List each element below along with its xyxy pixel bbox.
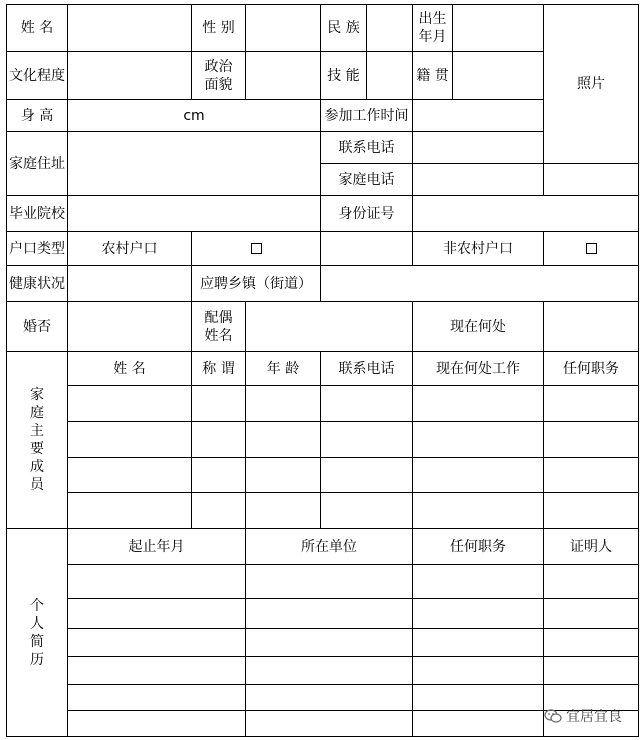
family-cell-phone[interactable] <box>321 458 413 493</box>
family-cell-workplace[interactable] <box>413 458 544 493</box>
family-cell-age[interactable] <box>246 386 321 422</box>
family-cell-name[interactable] <box>68 458 192 493</box>
family-cell-phone[interactable] <box>321 493 413 529</box>
current-location-label: 现在何处 <box>413 302 544 352</box>
work-start-field[interactable] <box>413 100 544 132</box>
spouse-label: 配偶 姓名 <box>192 302 246 352</box>
resume-row <box>7 565 639 599</box>
resume-cell-period[interactable] <box>68 565 246 599</box>
phone-label: 联系电话 <box>321 132 413 164</box>
phone-field[interactable] <box>413 132 544 164</box>
watermark <box>544 706 622 726</box>
photo-box[interactable] <box>544 5 639 164</box>
height-label: 身 高 <box>7 100 68 132</box>
family-cell-position[interactable] <box>544 458 639 493</box>
resume-header-period: 起止年月 <box>68 529 246 565</box>
family-row <box>7 422 639 458</box>
marriage-label: 婚否 <box>7 302 68 352</box>
political-field[interactable] <box>246 52 321 100</box>
family-row <box>7 386 639 422</box>
wechat-icon <box>544 709 562 723</box>
family-header-name: 姓 名 <box>68 352 192 386</box>
registration-form <box>6 4 639 737</box>
nonrural-option: 非农村户口 <box>413 232 544 266</box>
rural-checkbox-cell[interactable] <box>192 232 321 266</box>
rural-checkbox[interactable] <box>251 243 262 254</box>
resume-cell-position[interactable] <box>413 629 544 657</box>
family-cell-workplace[interactable] <box>413 386 544 422</box>
political-label: 政治 面貌 <box>192 52 246 100</box>
family-cell-phone[interactable] <box>321 422 413 458</box>
resume-cell-period[interactable] <box>68 657 246 685</box>
resume-row <box>7 599 639 629</box>
skill-field[interactable] <box>367 52 413 100</box>
birth-label: 出生 年月 <box>413 5 453 52</box>
resume-cell-period[interactable] <box>68 711 246 737</box>
gender-label: 性 别 <box>192 5 246 52</box>
spouse-field[interactable] <box>246 302 413 352</box>
family-cell-relation[interactable] <box>192 422 246 458</box>
nonrural-checkbox[interactable] <box>586 243 597 254</box>
health-label: 健康状况 <box>7 266 68 302</box>
id-field[interactable] <box>413 196 639 232</box>
resume-header-witness: 证明人 <box>544 529 639 565</box>
town-field[interactable] <box>321 266 639 302</box>
family-cell-position[interactable] <box>544 386 639 422</box>
family-cell-position[interactable] <box>544 493 639 529</box>
resume-cell-period[interactable] <box>68 629 246 657</box>
family-cell-age[interactable] <box>246 458 321 493</box>
family-cell-phone[interactable] <box>321 386 413 422</box>
skill-label: 技 能 <box>321 52 367 100</box>
family-cell-age[interactable] <box>246 493 321 529</box>
family-cell-position[interactable] <box>544 422 639 458</box>
rural-option: 农村户口 <box>68 232 192 266</box>
family-header-relation: 称 谓 <box>192 352 246 386</box>
family-row <box>7 458 639 493</box>
family-cell-relation[interactable] <box>192 458 246 493</box>
resume-cell-unit[interactable] <box>246 711 413 737</box>
family-cell-age[interactable] <box>246 422 321 458</box>
hukou-spacer <box>321 232 413 266</box>
family-cell-relation[interactable] <box>192 493 246 529</box>
name-label: 姓 名 <box>7 5 68 52</box>
height-unit: cm <box>183 107 205 124</box>
address-label: 家庭住址 <box>7 132 68 196</box>
family-cell-workplace[interactable] <box>413 422 544 458</box>
education-label: 文化程度 <box>7 52 68 100</box>
gender-field[interactable] <box>246 5 321 52</box>
resume-cell-unit[interactable] <box>246 565 413 599</box>
height-field[interactable] <box>68 100 321 132</box>
family-cell-relation[interactable] <box>192 386 246 422</box>
ethnicity-label: 民 族 <box>321 5 367 52</box>
native-label: 籍 贯 <box>413 52 453 100</box>
resume-cell-unit[interactable] <box>246 599 413 629</box>
resume-cell-unit[interactable] <box>246 657 413 685</box>
resume-row <box>7 629 639 657</box>
resume-section-label: 个 人 简 历 <box>7 529 68 737</box>
health-field[interactable] <box>68 266 192 302</box>
resume-cell-period[interactable] <box>68 599 246 629</box>
school-field[interactable] <box>68 196 321 232</box>
photo-bottom-cell <box>544 164 639 196</box>
family-cell-workplace[interactable] <box>413 493 544 529</box>
work-start-label: 参加工作时间 <box>321 100 413 132</box>
family-header-workplace: 现在何处工作 <box>413 352 544 386</box>
resume-cell-position[interactable] <box>413 599 544 629</box>
home-phone-field[interactable] <box>413 164 544 196</box>
resume-cell-period[interactable] <box>68 685 246 711</box>
resume-row <box>7 657 639 685</box>
resume-cell-witness[interactable] <box>544 629 639 657</box>
native-field[interactable] <box>453 52 544 100</box>
family-row <box>7 493 639 529</box>
school-label: 毕业院校 <box>7 196 68 232</box>
family-cell-name[interactable] <box>68 386 192 422</box>
family-header-age: 年 龄 <box>246 352 321 386</box>
ethnicity-field[interactable] <box>367 5 413 52</box>
education-field[interactable] <box>68 52 192 100</box>
home-phone-label: 家庭电话 <box>321 164 413 196</box>
marriage-field[interactable] <box>68 302 192 352</box>
resume-cell-position[interactable] <box>413 711 544 737</box>
resume-cell-position[interactable] <box>413 685 544 711</box>
resume-cell-unit[interactable] <box>246 629 413 657</box>
resume-header-position: 任何职务 <box>413 529 544 565</box>
family-section-label: 家 庭 主 要 成 员 <box>7 352 68 529</box>
id-label: 身份证号 <box>321 196 413 232</box>
family-cell-name[interactable] <box>68 493 192 529</box>
birth-field[interactable] <box>453 5 544 52</box>
family-header-phone: 联系电话 <box>321 352 413 386</box>
resume-cell-position[interactable] <box>413 657 544 685</box>
hukou-label: 户口类型 <box>7 232 68 266</box>
photo-label: 照片 <box>577 76 605 92</box>
town-label: 应聘乡镇（街道） <box>192 266 321 302</box>
resume-cell-witness[interactable] <box>544 565 639 599</box>
resume-cell-witness[interactable] <box>544 657 639 685</box>
name-field[interactable] <box>68 5 192 52</box>
watermark-text: 宜居宜良 <box>566 709 622 725</box>
resume-cell-unit[interactable] <box>246 685 413 711</box>
family-cell-name[interactable] <box>68 422 192 458</box>
current-location-field[interactable] <box>544 302 639 352</box>
resume-cell-witness[interactable] <box>544 599 639 629</box>
resume-header-unit: 所在单位 <box>246 529 413 565</box>
resume-cell-position[interactable] <box>413 565 544 599</box>
address-field[interactable] <box>68 132 321 196</box>
family-header-position: 任何职务 <box>544 352 639 386</box>
nonrural-checkbox-cell[interactable] <box>544 232 639 266</box>
